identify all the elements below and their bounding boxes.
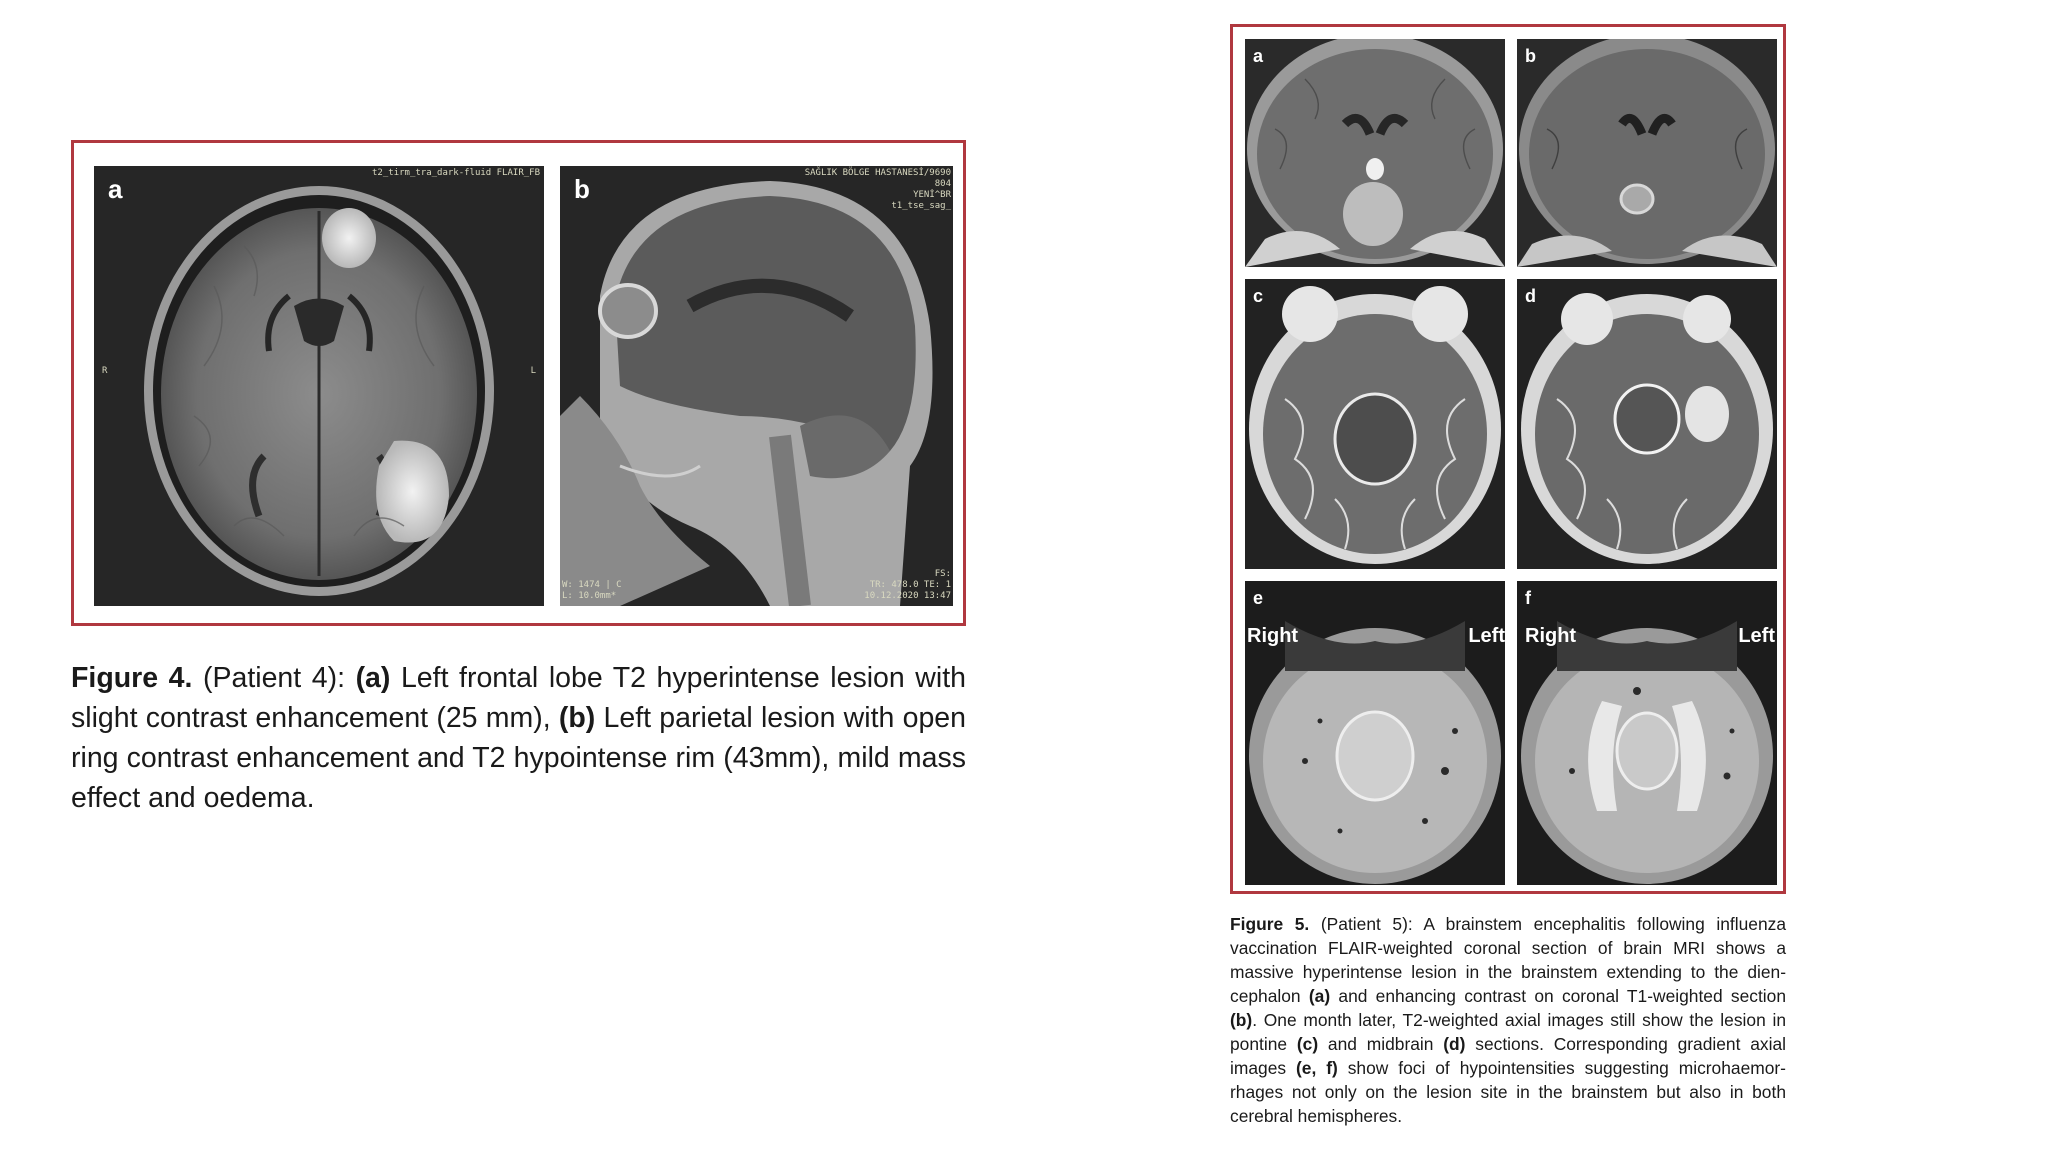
- figure-5f-left-marker: Left: [1738, 625, 1775, 647]
- figure-5-caption-text-6: show foci of hypointensities suggesting microhaemor-rhages not only on the lesion site in the brainstem but also in both cerebral hemispheres.: [1230, 1058, 1786, 1126]
- figure-4b-params-overlay: FS: TR: 478.0 TE: 1 10.12.2020 13:47: [864, 569, 951, 601]
- figure-5-caption-text-2: and enhancing contrast on coronal T1-weighted section: [1330, 986, 1787, 1006]
- figure-4a-side-right: L: [530, 366, 536, 376]
- figure-5-caption-title: Figure 5.: [1230, 914, 1310, 934]
- coronal-t1-illustration: [1517, 39, 1777, 267]
- figure-4-caption-a-text: Left frontal lobe T2 hyperintense lesion with slight contrast enhancement (25 mm),: [71, 662, 966, 734]
- figure-4-caption-b-text: Left parietal lesion with open ring contrast enhancement and T2 hypointense rim (43mm), mild mass effect and oedema.: [71, 702, 966, 814]
- figure-5-frame: [1230, 24, 1786, 894]
- figure-5f-label: f: [1525, 588, 1531, 608]
- figure-4a-axial-flair-image: [94, 166, 544, 606]
- figure-5c-label: c: [1253, 286, 1264, 306]
- figure-5-caption-text-1: (Patient 5): A brainstem encephalitis following influenza vaccination FLAIR-weighted coronal section of brain MRI shows a massive hyperintense lesion in the brainstem extending to the dien-cephalon: [1230, 914, 1786, 1006]
- figure-4a-label: a: [108, 174, 123, 204]
- figure-5-caption-text-3: . One month later, T2-weighted axial images still show the lesion in pontine: [1230, 1010, 1786, 1054]
- figure-5b-coronal-t1-image: [1517, 39, 1777, 267]
- figure-5b-label: b: [1525, 46, 1536, 66]
- figure-4-caption-a-ref: (a): [355, 662, 391, 694]
- figure-4b-sagittal-t1-image: [560, 166, 953, 606]
- figure-5-caption-ref-d: (d): [1443, 1034, 1466, 1054]
- figure-4-caption: [71, 658, 966, 818]
- figure-4b-header-overlay: SAĞLIK BÖLGE HASTANESİ/9690 804 YENİ^BR t1_tse_sag_: [804, 168, 951, 211]
- figure-4-frame: [71, 140, 966, 626]
- figure-4-caption-title: Figure 4.: [71, 662, 193, 694]
- figure-5f-axial-gradient-image: [1517, 581, 1777, 885]
- figure-4a-sequence-overlay: t2_tirm_tra_dark-fluid FLAIR_FB: [372, 168, 540, 178]
- figure-5-caption: [1230, 912, 1786, 1128]
- figure-5-caption-ref-b: (b): [1230, 1010, 1253, 1030]
- figure-4b-window-overlay: W: 1474 | C L: 10.0mm*: [562, 580, 622, 601]
- figure-5e-right-marker: Right: [1247, 625, 1299, 647]
- figure-5-caption-text-4: and midbrain: [1318, 1034, 1444, 1054]
- sagittal-brain-illustration: [560, 166, 953, 606]
- figure-5c-axial-t2-pontine-image: [1245, 279, 1505, 569]
- coronal-flair-illustration: [1245, 39, 1505, 267]
- figure-5a-label: a: [1253, 46, 1264, 66]
- figure-5e-axial-gradient-image: [1245, 581, 1505, 885]
- axial-t2-midbrain-illustration: [1517, 279, 1777, 569]
- figure-5-caption-ref-ef: (e, f): [1296, 1058, 1338, 1078]
- figure-5-caption-ref-a: (a): [1308, 986, 1331, 1006]
- figure-4-caption-b-ref: (b): [558, 702, 596, 734]
- figure-5-caption-ref-c: (c): [1296, 1034, 1319, 1054]
- figure-5f-right-marker: Right: [1525, 625, 1577, 647]
- axial-brain-illustration: [94, 166, 544, 606]
- figure-5d-axial-t2-midbrain-image: [1517, 279, 1777, 569]
- figure-5d-label: d: [1525, 286, 1536, 306]
- figure-5-caption-text-5: sections. Corresponding gradient axial images: [1230, 1034, 1786, 1078]
- figure-5a-coronal-flair-image: [1245, 39, 1505, 267]
- figure-5e-left-marker: Left: [1468, 625, 1505, 647]
- figure-4b-label: b: [574, 174, 590, 204]
- axial-t2-pons-illustration: [1245, 279, 1505, 569]
- figure-4-caption-patient: (Patient 4):: [192, 662, 356, 694]
- figure-4a-side-left: R: [102, 366, 108, 376]
- figure-5e-label: e: [1253, 588, 1264, 608]
